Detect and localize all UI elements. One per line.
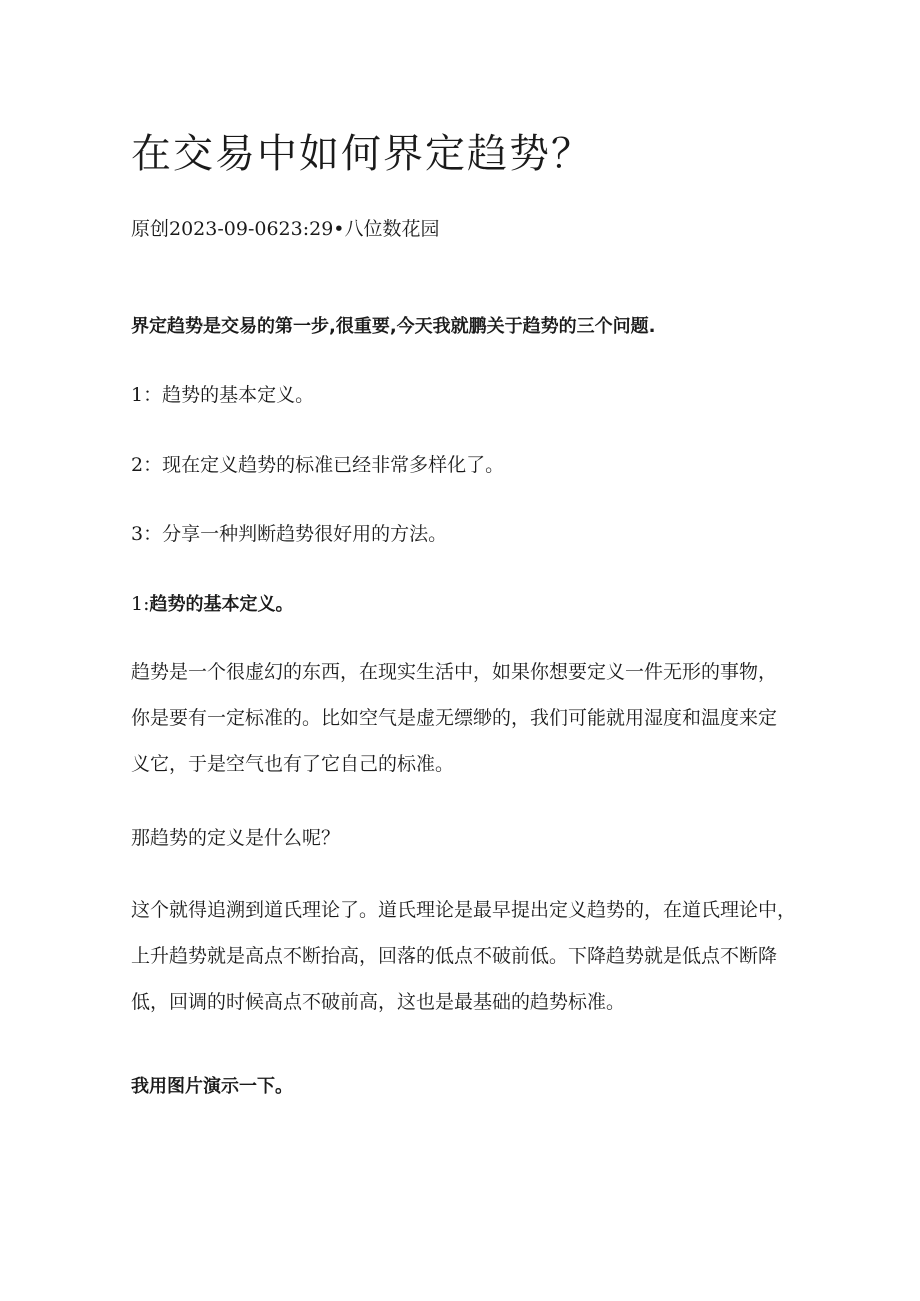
paragraph-line: 上升趋势就是高点不断抬高，回落的低点不破前低。下降趋势就是低点不断降	[131, 945, 778, 967]
list-item: 3：分享一种判断趋势很好用的方法。	[131, 523, 448, 545]
paragraph-line: 义它，于是空气也有了它自己的标准。	[131, 753, 455, 775]
closing-paragraph: 我用图片演示一下。	[131, 1076, 293, 1097]
paragraph-line: 这个就得追溯到道氏理论了。道氏理论是最早提出定义趋势的，在道氏理论中，	[131, 899, 797, 921]
article-meta: 原创2023-09-0623:29•八位数花园	[131, 218, 440, 240]
section-heading-text: 趋势的基本定义。	[149, 594, 294, 615]
body-paragraph	[131, 887, 811, 1025]
section-heading	[131, 590, 294, 619]
intro-paragraph: 界定趋势是交易的第一步,很重要,今天我就鹏关于趋势的三个问题.	[131, 316, 656, 337]
list-item: 2：现在定义趋势的标准已经非常多样化了。	[131, 454, 505, 476]
paragraph-line: 你是要有一定标准的。比如空气是虚无缥缈的，我们可能就用湿度和温度来定	[131, 707, 778, 729]
article-title: 在交易中如何界定趋势？	[131, 131, 593, 177]
paragraph-line: 低，回调的时候高点不破前高，这也是最基础的趋势标准。	[131, 991, 626, 1013]
body-paragraph	[131, 649, 811, 787]
list-item: 1：趋势的基本定义。	[131, 384, 315, 406]
section-number: 1:	[131, 593, 150, 615]
paragraph-line: 趋势是一个很虚幻的东西，在现实生活中，如果你想要定义一件无形的事物，	[131, 661, 778, 683]
question-paragraph: 那趋势的定义是什么呢？	[131, 827, 341, 849]
